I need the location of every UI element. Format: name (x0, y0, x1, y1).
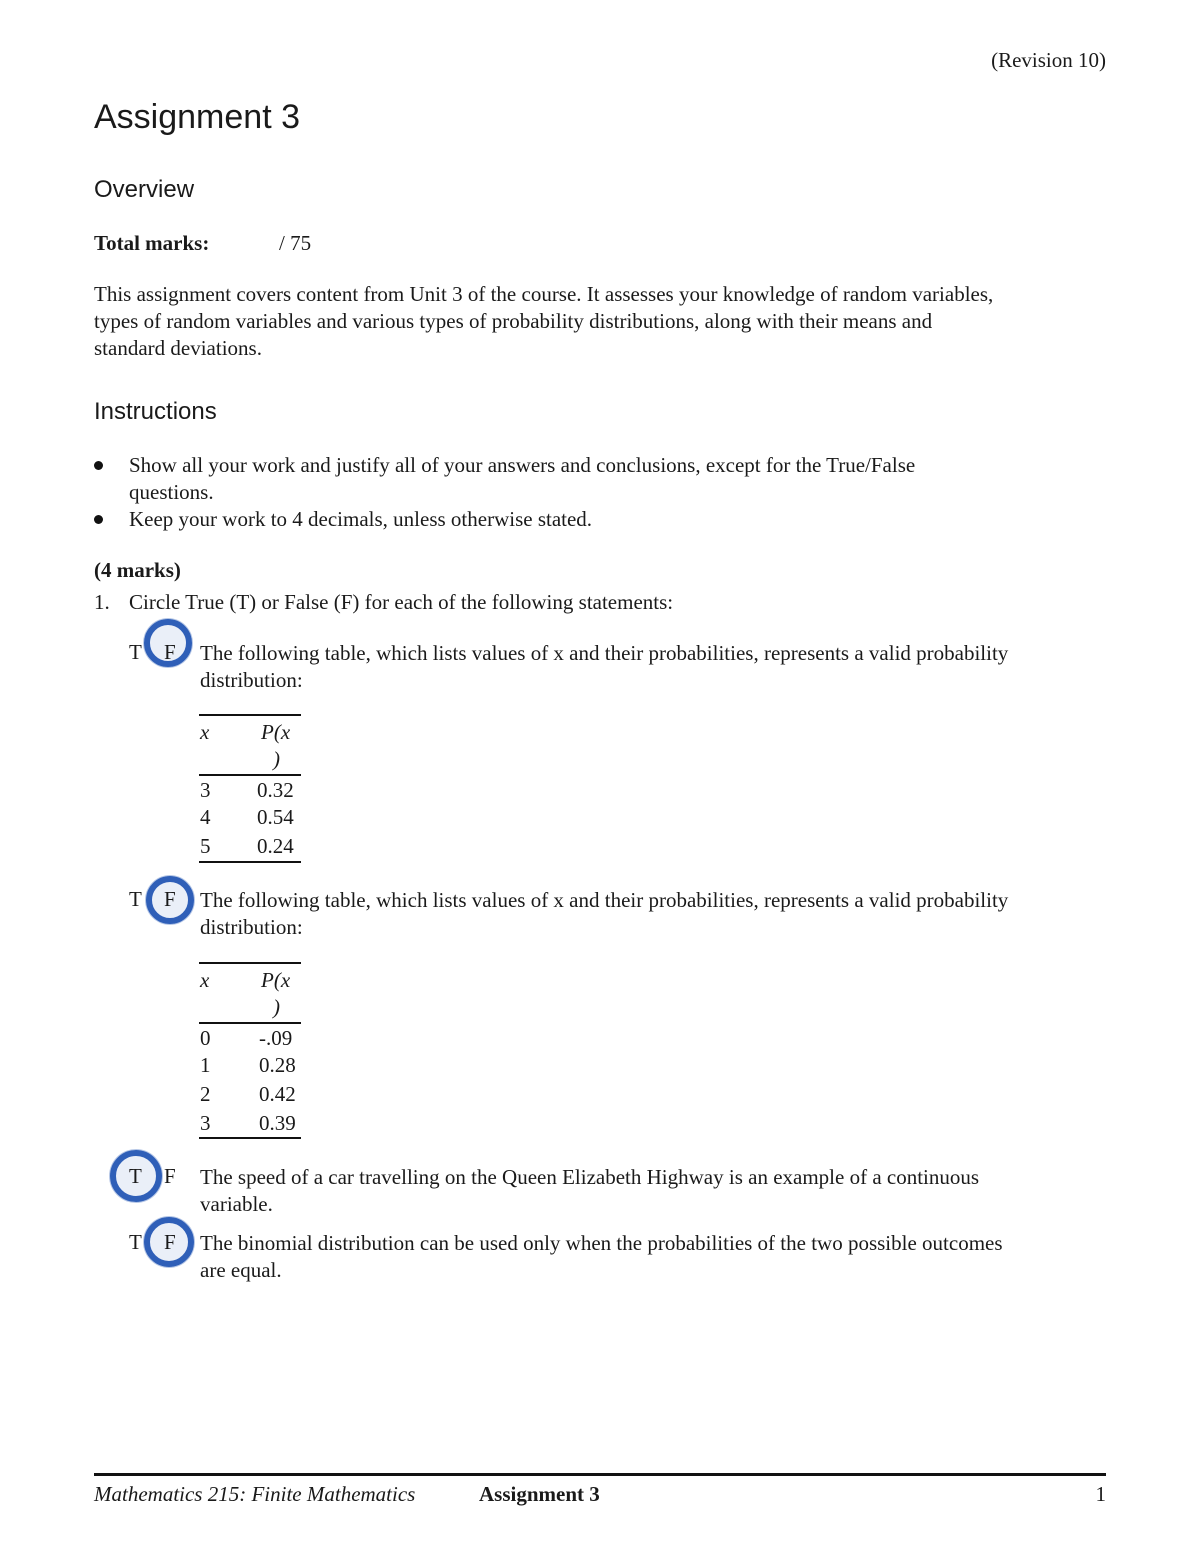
table-cell-p: 0.32 (257, 778, 294, 802)
instruction-1-line-2: questions. (129, 480, 214, 504)
statement-1-line-2: distribution: (200, 668, 303, 692)
footer-page-number: 1 (1095, 1482, 1106, 1506)
false-option[interactable]: F (164, 887, 176, 911)
total-marks-label: Total marks: (94, 231, 210, 255)
table-cell-x: 5 (200, 834, 211, 858)
table-rule (199, 1137, 301, 1139)
table-header-x: x (200, 968, 210, 992)
instruction-1-line-1: Show all your work and justify all of your answers and conclusions, except for the True/False (129, 453, 916, 477)
table-cell-x: 2 (200, 1082, 211, 1106)
footer-rule (94, 1473, 1106, 1476)
table-cell-p: 0.42 (259, 1082, 296, 1106)
true-option[interactable]: T (129, 1164, 142, 1188)
total-marks-value: / 75 (279, 231, 312, 255)
true-option[interactable]: T (129, 887, 142, 911)
statement-1-line-1: The following table, which lists values of x and their probabilities, represents a valid probability (200, 641, 1009, 665)
true-option[interactable]: T (129, 1230, 142, 1254)
probability-table-1 (199, 714, 301, 864)
statement-2-line-1: The following table, which lists values of x and their probabilities, represents a valid probability (200, 888, 1009, 912)
table-cell-p: -.09 (259, 1026, 293, 1050)
statement-3-line-1: The speed of a car travelling on the Queen Elizabeth Highway is an example of a continuous (200, 1165, 980, 1189)
table-cell-p: 0.39 (259, 1111, 296, 1135)
overview-heading: Overview (94, 176, 195, 203)
question-marks: (4 marks) (94, 558, 181, 582)
table-rule (199, 774, 301, 776)
bullet-dot-icon (94, 461, 103, 470)
table-cell-x: 1 (200, 1053, 211, 1077)
false-option[interactable]: F (164, 1164, 176, 1188)
table-cell-p: 0.54 (257, 805, 294, 829)
table-header-p-close: ) (273, 747, 280, 771)
overview-line-1: This assignment covers content from Unit 3 of the course. It assesses your knowledge of random variables, (94, 282, 994, 306)
statement-3-line-2: variable. (200, 1192, 273, 1216)
question-number: 1. (94, 590, 110, 614)
overview-line-3: standard deviations. (94, 336, 262, 360)
table-rule (199, 962, 301, 964)
statement-4-line-2: are equal. (200, 1258, 282, 1282)
table-rule (199, 714, 301, 716)
overview-line-2: types of random variables and various types of probability distributions, along with their means and (94, 309, 933, 333)
instructions-heading: Instructions (94, 398, 217, 425)
revision-label: (Revision 10) (991, 48, 1106, 72)
table-cell-x: 0 (200, 1026, 211, 1050)
page-title: Assignment 3 (94, 98, 300, 136)
table-cell-p: 0.28 (259, 1053, 296, 1077)
statement-4-line-1: The binomial distribution can be used only when the probabilities of the two possible outcomes (200, 1231, 1003, 1255)
footer-assignment: Assignment 3 (479, 1482, 600, 1506)
table-rule (199, 1022, 301, 1024)
table-cell-x: 3 (200, 1111, 211, 1135)
table-header-p-close: ) (273, 995, 280, 1019)
table-cell-x: 3 (200, 778, 211, 802)
table-header-x: x (200, 720, 210, 744)
table-cell-x: 4 (200, 805, 211, 829)
table-rule (199, 861, 301, 863)
true-option[interactable]: T (129, 640, 142, 664)
table-cell-p: 0.24 (257, 834, 294, 858)
false-option[interactable]: F (164, 640, 176, 664)
question-prompt: Circle True (T) or False (F) for each of the following statements: (129, 590, 674, 614)
instruction-2-line-1: Keep your work to 4 decimals, unless otherwise stated. (129, 507, 593, 531)
false-option[interactable]: F (164, 1230, 176, 1254)
table-header-p: P(x (261, 720, 291, 744)
probability-table-2 (199, 962, 301, 1140)
footer-course: Mathematics 215: Finite Mathematics (94, 1482, 416, 1506)
table-header-p: P(x (261, 968, 291, 992)
statement-2-line-2: distribution: (200, 915, 303, 939)
bullet-dot-icon (94, 515, 103, 524)
